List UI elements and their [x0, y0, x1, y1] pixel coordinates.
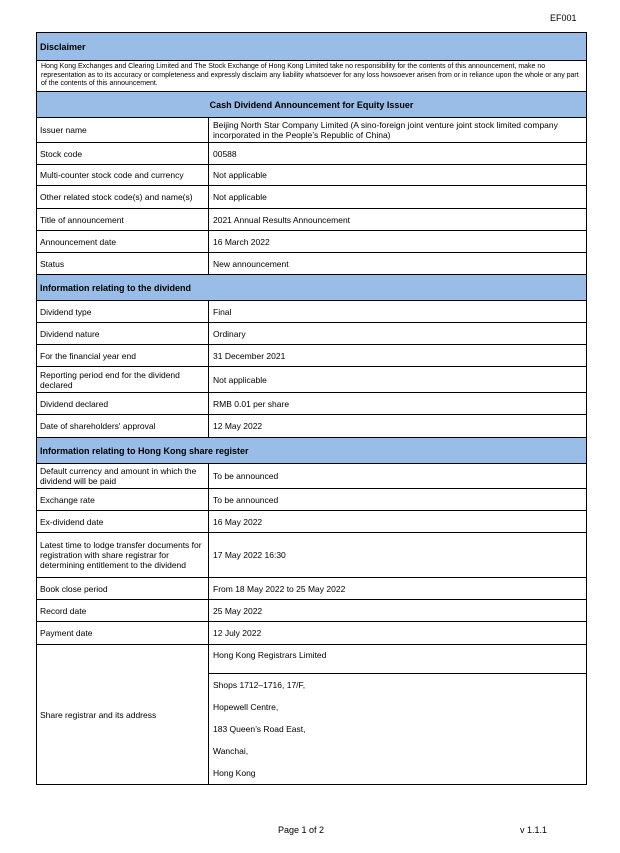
row-value: Not applicable	[213, 192, 267, 202]
row-label: Record date	[37, 600, 209, 621]
address-line: Wanchai,	[213, 746, 249, 756]
row-value: 12 May 2022	[213, 421, 263, 431]
row-label: Announcement date	[37, 231, 209, 252]
row-payment-date	[37, 622, 586, 645]
row-ex-dividend-date	[37, 511, 586, 533]
row-label: For the financial year end	[37, 345, 209, 366]
row-value: New announcement	[213, 258, 289, 269]
row-shareholders-approval	[37, 415, 586, 438]
row-value: 17 May 2022 16:30	[213, 550, 286, 560]
form-title: Cash Dividend Announcement for Equity Issuer	[37, 92, 586, 118]
row-dividend-nature	[37, 323, 586, 345]
register-section-heading: Information relating to Hong Kong share register	[37, 438, 586, 464]
row-default-currency	[37, 464, 586, 489]
row-announcement-date	[37, 231, 586, 253]
registrar-details	[209, 645, 586, 784]
row-label: Title of announcement	[37, 209, 209, 230]
row-label: Dividend type	[37, 301, 209, 322]
row-value: To be announced	[213, 471, 279, 481]
row-share-registrar	[37, 645, 586, 784]
row-title-of-announcement	[37, 209, 586, 231]
address-line: Hong Kong	[213, 768, 256, 778]
row-value: To be announced	[213, 494, 279, 505]
row-label: Status	[37, 253, 209, 274]
address-line: Shops 1712–1716, 17/F,	[213, 680, 306, 690]
form-code: EF001	[550, 13, 577, 23]
row-label: Issuer name	[37, 118, 209, 142]
page-number: Page 1 of 2	[278, 825, 325, 835]
row-issuer-name	[37, 118, 586, 143]
row-record-date	[37, 600, 586, 622]
row-stock-code	[37, 143, 586, 165]
row-value: 16 March 2022	[213, 236, 270, 247]
disclaimer-heading: Disclaimer	[37, 33, 586, 61]
row-label: Payment date	[37, 622, 209, 644]
registrar-address	[209, 674, 586, 784]
row-dividend-declared	[37, 393, 586, 415]
row-value: 31 December 2021	[213, 350, 286, 361]
row-value: Ordinary	[213, 328, 246, 339]
row-value: 2021 Annual Results Announcement	[213, 214, 351, 225]
row-exchange-rate	[37, 489, 586, 511]
dividend-section-heading: Information relating to the dividend	[37, 275, 586, 301]
row-label: Multi-counter stock code and currency	[37, 165, 209, 185]
row-value: 12 July 2022	[213, 628, 262, 638]
row-value: Not applicable	[213, 170, 267, 180]
row-value: From 18 May 2022 to 25 May 2022	[213, 583, 346, 594]
row-label: Reporting period end for the dividend declared	[37, 367, 209, 392]
row-other-stock-codes	[37, 186, 586, 209]
address-line: Hopewell Centre,	[213, 702, 279, 712]
row-label: Dividend declared	[37, 393, 209, 414]
row-label: Dividend nature	[37, 323, 209, 344]
row-value: Beijing North Star Company Limited (A sino-foreign joint venture joint stock limited company incorporated in the People’s Republic of China)	[213, 120, 558, 140]
registrar-name: Hong Kong Registrars Limited	[209, 645, 586, 674]
row-value: RMB 0.01 per share	[213, 398, 290, 409]
announcement-form	[36, 32, 587, 785]
row-label: Book close period	[37, 578, 209, 599]
row-label: Ex-dividend date	[37, 511, 209, 532]
address-line: 183 Queen’s Road East,	[213, 724, 306, 734]
row-status	[37, 253, 586, 275]
row-latest-lodge-time	[37, 533, 586, 578]
row-label: Date of shareholders' approval	[37, 415, 209, 437]
row-value: Final	[213, 306, 232, 317]
row-financial-year-end	[37, 345, 586, 367]
row-book-close-period	[37, 578, 586, 600]
row-value: Not applicable	[213, 374, 267, 385]
row-label: Default currency and amount in which the dividend will be paid	[37, 464, 209, 488]
row-label: Stock code	[37, 143, 209, 164]
row-label: Share registrar and its address	[37, 645, 209, 784]
row-dividend-type	[37, 301, 586, 323]
row-value: 16 May 2022	[213, 516, 263, 527]
form-version: v 1.1.1	[520, 825, 548, 835]
row-reporting-period-end	[37, 367, 586, 393]
row-value: 00588	[213, 148, 237, 159]
row-label: Latest time to lodge transfer documents for registration with share registrar for determining entitlement to the dividend	[37, 533, 209, 577]
row-value: 25 May 2022	[213, 605, 263, 616]
disclaimer-text: Hong Kong Exchanges and Clearing Limited and The Stock Exchange of Hong Kong Limited take no responsibility for the contents of this announcement, make no representation as to its accuracy or completeness and expressly disclaim any liability whatsoever for any loss howsoever arisen from or in reliance upon the whole or any part of the contents of this announcement.	[37, 61, 586, 92]
row-label: Other related stock code(s) and name(s)	[37, 186, 209, 208]
row-label: Exchange rate	[37, 489, 209, 510]
row-multi-counter	[37, 165, 586, 186]
